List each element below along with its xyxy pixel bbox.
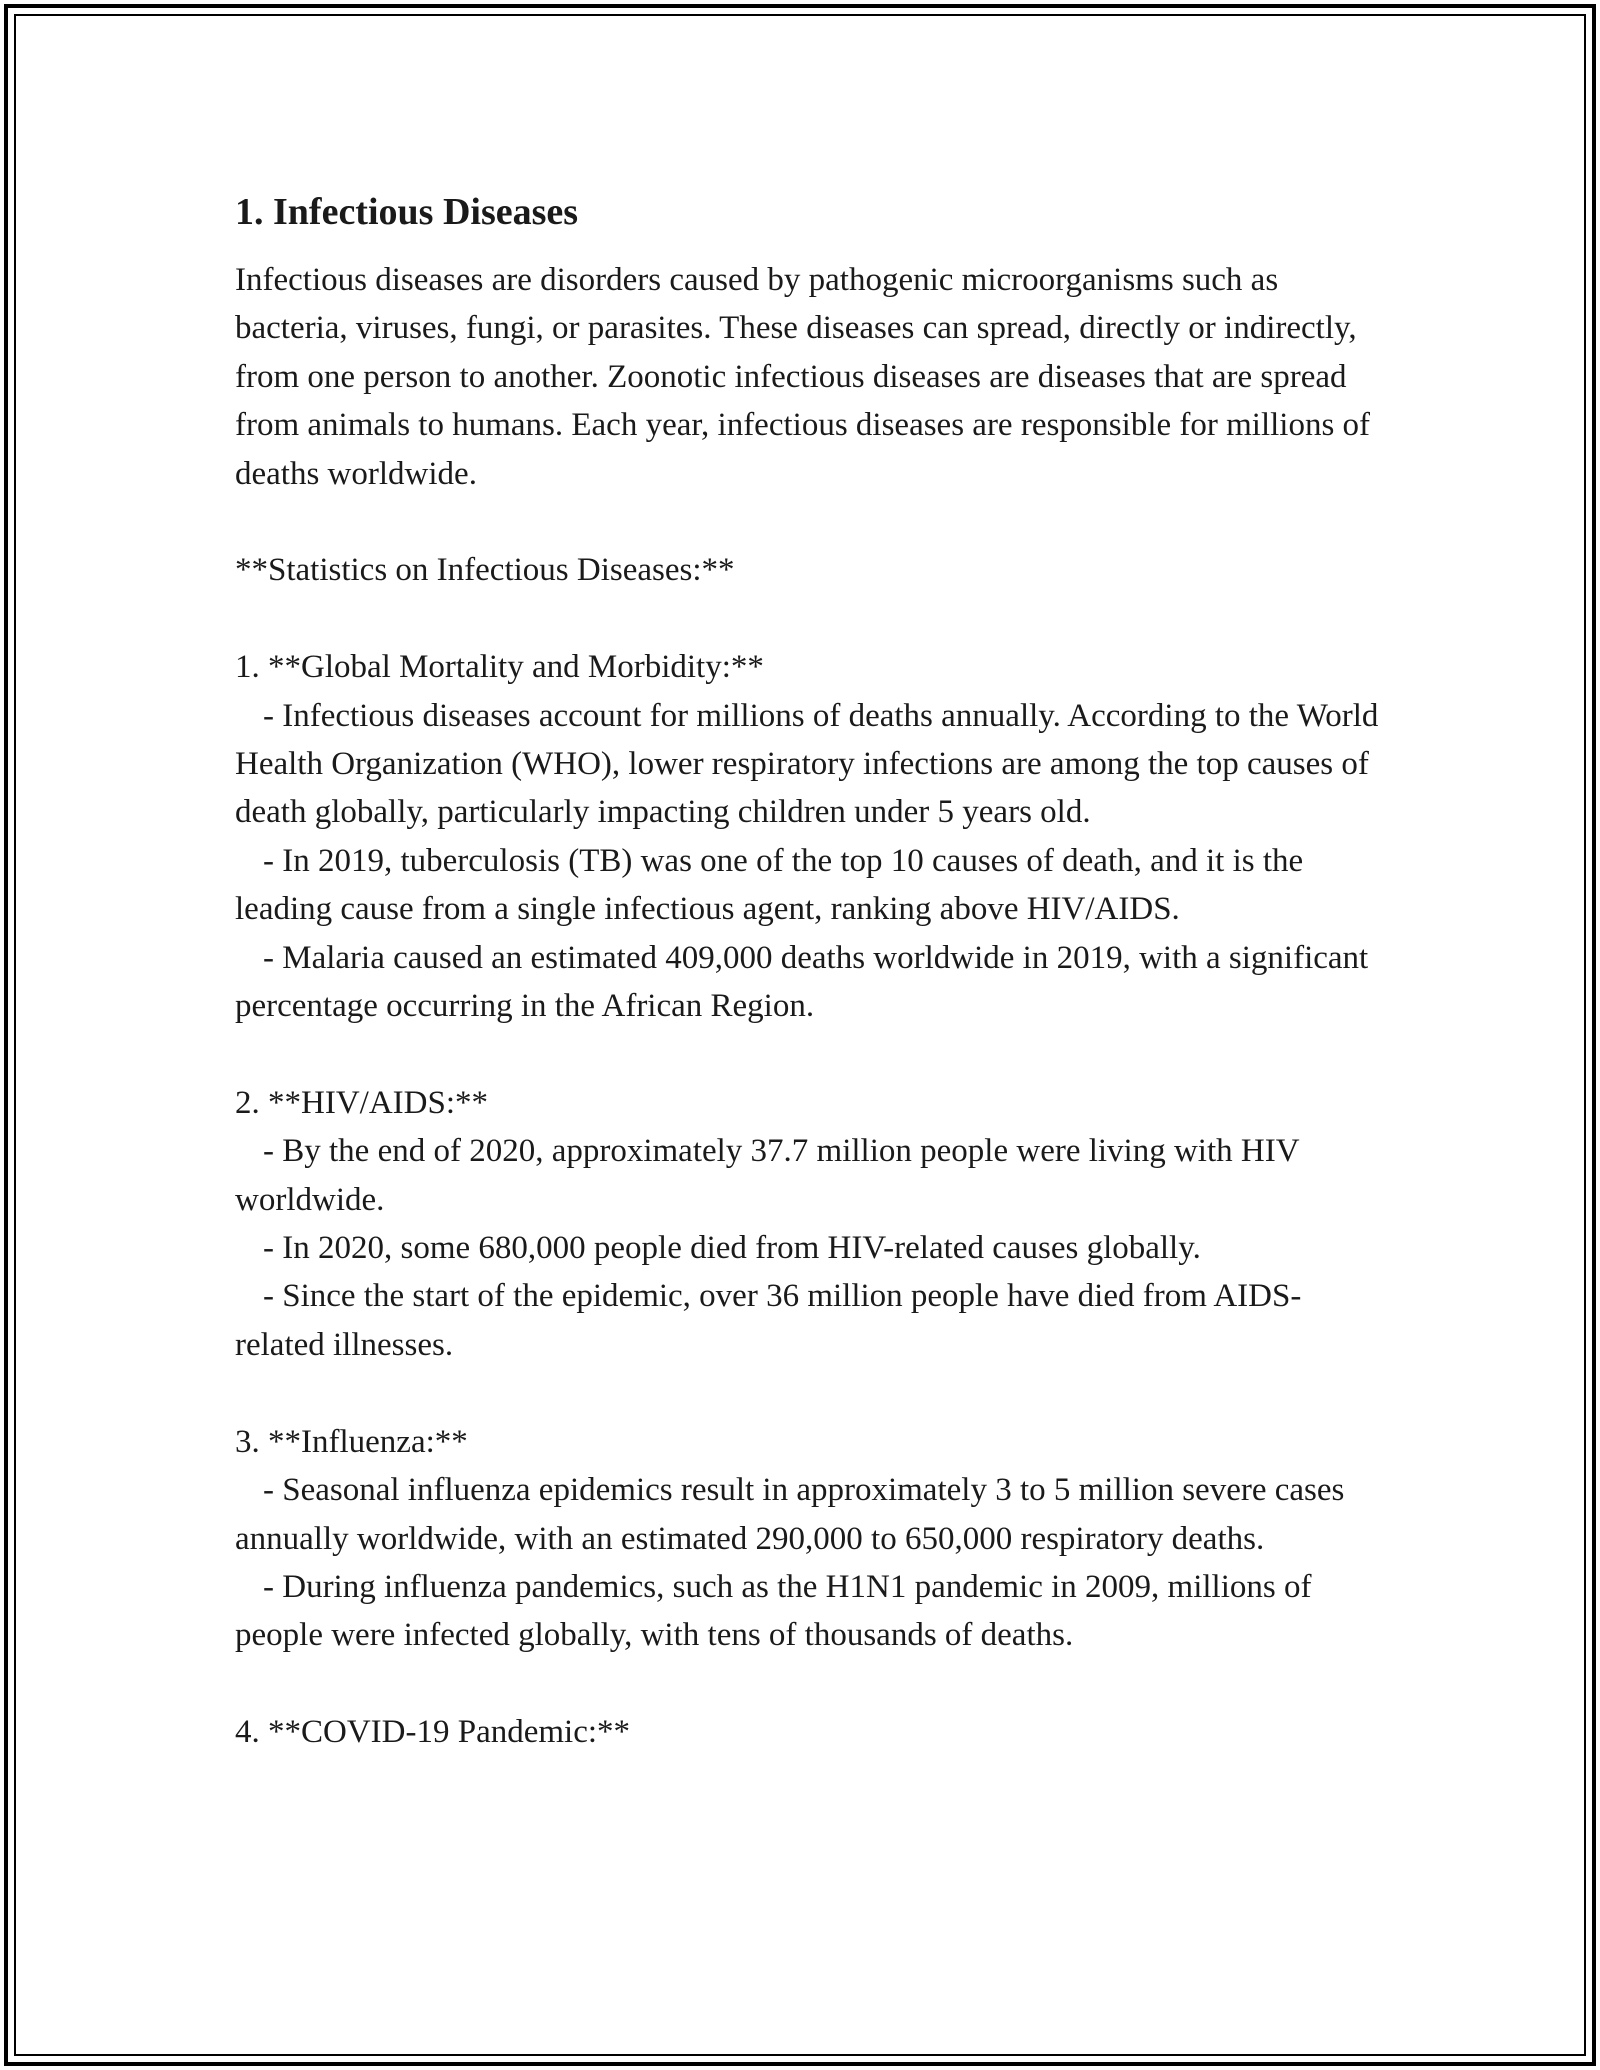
stat-section-influenza [235, 1418, 1385, 1660]
stat-bullet: - Since the start of the epidemic, over 36 million people have died from AIDS-related illnesses. [235, 1278, 1302, 1363]
section-heading: 1. Infectious Diseases [235, 191, 579, 233]
intro-paragraph: Infectious diseases are disorders caused by pathogenic microorganisms such as bacteria, viruses, fungi, or parasites. These diseases can spread, directly or indirectly, from one person to another. Zoonotic infectious diseases are diseases that are spread from animals to humans. Each year, infectious diseases are responsible for millions of deaths worldwide. [235, 262, 1371, 492]
stat-section-global-mortality [235, 643, 1385, 1030]
stat-section-title: 4. **COVID-19 Pandemic:** [235, 1714, 631, 1751]
stat-bullet: - In 2020, some 680,000 people died from HIV-related causes globally. [263, 1230, 1201, 1267]
stat-section-title: 2. **HIV/AIDS:** [235, 1084, 488, 1121]
stat-bullet: - Seasonal influenza epidemics result in approximately 3 to 5 million severe cases annually worldwide, with an estimated 290,000 to 650,000 respiratory deaths. [235, 1472, 1345, 1557]
stat-bullet: - In 2019, tuberculosis (TB) was one of the top 10 causes of death, and it is the leading cause from a single infectious agent, ranking above HIV/AIDS. [235, 842, 1304, 928]
stat-bullet: - Malaria caused an estimated 409,000 deaths worldwide in 2019, with a significant percentage occurring in the African Region. [235, 939, 1369, 1025]
stat-bullet: - By the end of 2020, approximately 37.7 million people were living with HIV worldwide. [235, 1133, 1299, 1218]
stat-section-title: 3. **Influenza:** [235, 1423, 468, 1460]
stat-section-hiv-aids [235, 1079, 1385, 1369]
stat-section-title: 1. **Global Mortality and Morbidity:** [235, 649, 764, 686]
document-body [235, 186, 1385, 1757]
stat-section-covid19 [235, 1708, 1385, 1756]
stat-bullet: - During influenza pandemics, such as the H1N1 pandemic in 2009, millions of people were infected globally, with tens of thousands of deaths. [235, 1568, 1312, 1654]
stat-bullet: - Infectious diseases account for millions of deaths annually. According to the World Health Organization (WHO), lower respiratory infections are among the top causes of death globally, particularly impacting children under 5 years old. [235, 697, 1379, 831]
statistics-title: **Statistics on Infectious Diseases:** [235, 552, 735, 589]
